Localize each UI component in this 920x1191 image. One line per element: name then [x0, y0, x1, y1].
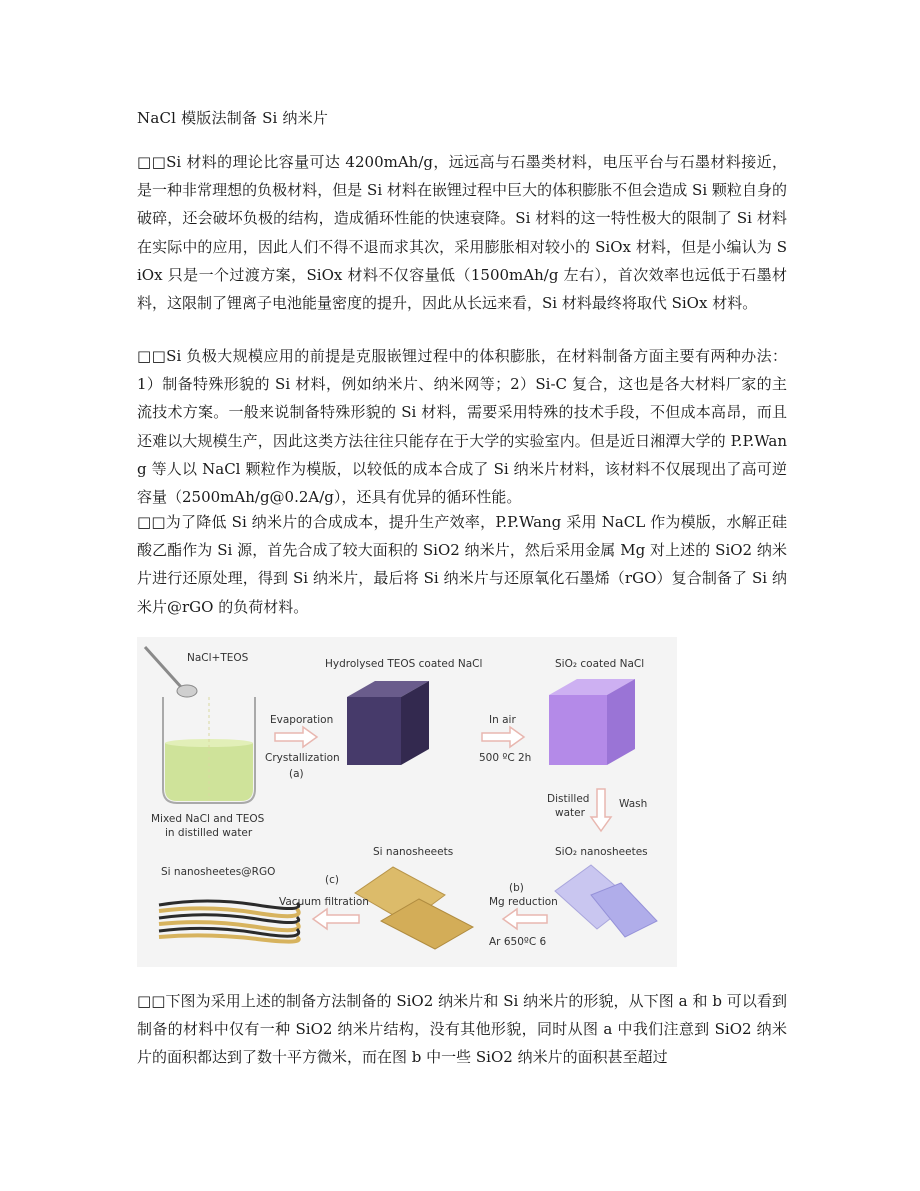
label-mixed-1: Mixed NaCl and TEOS [151, 813, 265, 825]
label-mixed-2: in distilled water [165, 827, 253, 839]
label-step-a: (a) [289, 768, 304, 780]
label-nacl-teos: NaCl+TEOS [187, 652, 249, 664]
label-vacuum: Vacuum filtration [279, 896, 369, 908]
label-wash: Wash [619, 798, 648, 810]
paragraph-si-capacity: □□Si 材料的理论比容量可达 4200mAh/g，远远高与石墨类材料，电压平台与石墨材料接近，是一种非常理想的负极材料，但是 Si 材料在嵌锂过程中巨大的体积膨胀不但会造成 Si 颗粒自身的破碎，还会破坏负极的结构，造成循环性能的快速衰降。Si 材料的这一特性极大的限制了 Si 材料在实际中的应用，因此人们不得不退而求其次，采用膨胀相对较小的 SiOx 材料，但是小编认为 SiOx 只是一个过渡方案，SiOx 材料不仅容量低（1500mAh/g 左右），首次效率也远低于石墨材料，这限制了锂离子电池能量密度的提升，因此从长远来看，Si 材料最终将取代 SiOx 材料。 [137, 153, 787, 313]
section-title: NaCl 模版法制备 Si 纳米片 [137, 109, 329, 127]
label-step-b: (b) [509, 882, 524, 894]
label-hydrolysed: Hydrolysed TEOS coated NaCl [325, 658, 483, 670]
label-ar-650: Ar 650ºC 6 [489, 936, 547, 948]
label-step-c: (c) [325, 874, 339, 886]
label-in-air: In air [489, 714, 516, 726]
synthesis-scheme-figure [137, 637, 677, 967]
label-crystallization: Crystallization [265, 752, 340, 764]
label-sio2-coated: SiO₂ coated NaCl [555, 658, 645, 670]
label-temp-500: 500 ºC 2h [479, 752, 532, 764]
paragraph-morphology: □□下图为采用上述的制备方法制备的 SiO2 纳米片和 Si 纳米片的形貌，从下图 a 和 b 可以看到制备的材料中仅有一种 SiO2 纳米片结构，没有其他形貌，同时从图 a 中我们注意到 SiO2 纳米片的面积都达到了数十平方微米，而在图 b 中一些 SiO2 纳米片的面积甚至超过 [137, 992, 787, 1067]
paragraph-expansion-methods: □□Si 负极大规模应用的前提是克服嵌锂过程中的体积膨胀，在材料制备方面主要有两种办法：1）制备特殊形貌的 Si 材料，例如纳米片、纳米网等；2）Si-C 复合，这也是各大材料厂家的主流技术方案。一般来说制备特殊形貌的 Si 材料，需要采用特殊的技术手段，不但成本高昂，而且还难以大规模生产，因此这类方法往往只能存在于大学的实验室内。但是近日湘潭大学的 P.P.Wang 等人以 NaCl 颗粒作为模版，以较低的成本合成了 Si 纳米片材料，该材料不仅展现出了高可逆容量（2500mAh/g@0.2A/g），还具有优异的循环性能。 [137, 347, 787, 507]
hydrolysed-cube-icon [347, 681, 429, 765]
sio2-coated-cube-icon [549, 679, 635, 765]
label-si-nanosheets: Si nanosheeets [373, 846, 454, 858]
paragraph-synthesis-route: □□为了降低 Si 纳米片的合成成本，提升生产效率，P.P.Wang 采用 NaCL 作为模版，水解正硅酸乙酯作为 Si 源，首先合成了较大面积的 SiO2 纳米片，然后采用金属 Mg 对上述的 SiO2 纳米片进行还原处理，得到 Si 纳米片，最后将 Si 纳米片与还原氧化石墨烯（rGO）复合制备了 Si 纳米片@rGO 的负荷材料。 [137, 513, 787, 616]
label-si-rgo: Si nanosheetes@RGO [161, 866, 276, 878]
label-distilled: Distilled [547, 793, 590, 805]
label-water: water [555, 807, 585, 819]
label-mg-reduction: Mg reduction [489, 896, 558, 908]
label-evaporation: Evaporation [270, 714, 334, 726]
label-sio2-nanosheets: SiO₂ nanosheetes [555, 846, 648, 858]
